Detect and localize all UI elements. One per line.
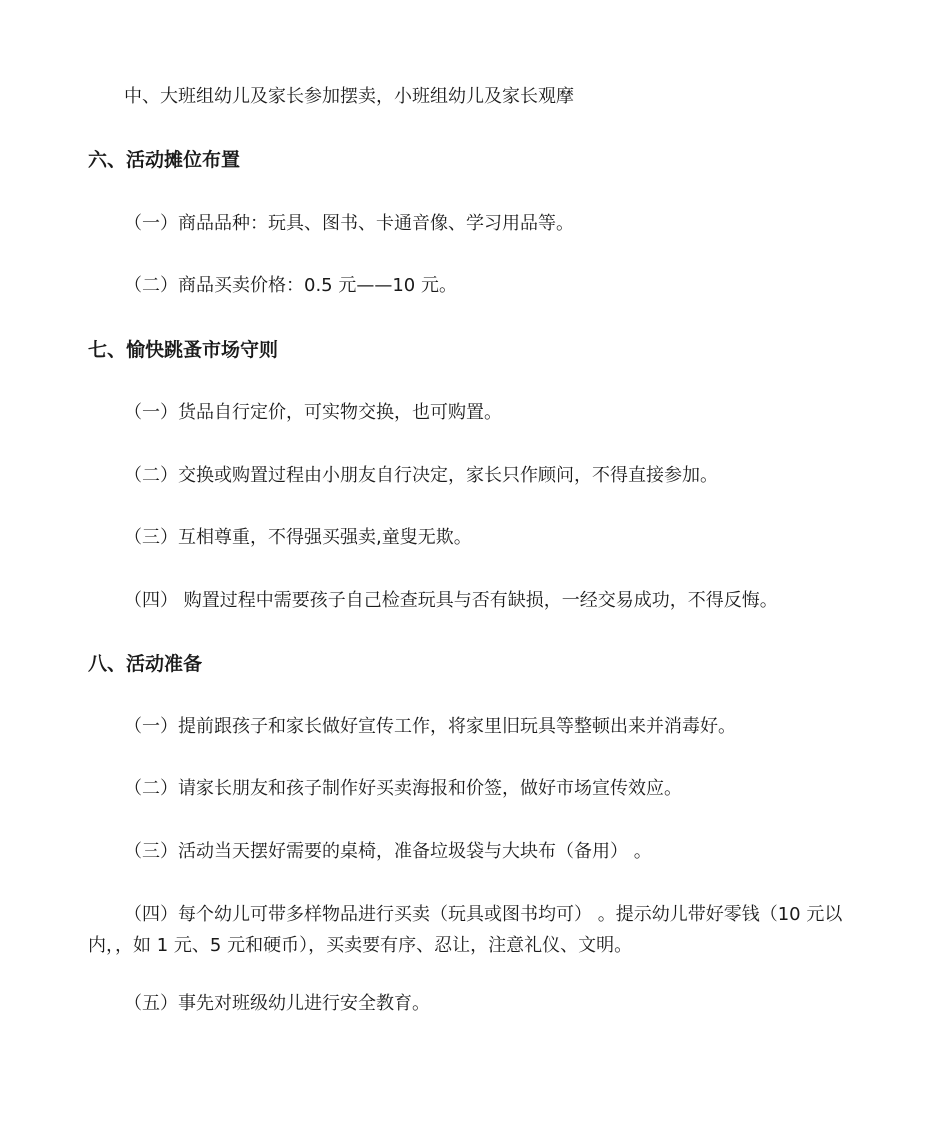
section-heading-7: 七、愉快跳蚤市场守则 [88,339,279,361]
paragraph-line: 内，，如 1 元、5 元和硬币），买卖要有序、忍让，注意礼仪、文明。 [88,935,633,956]
text-line: （三）活动当天摆好需要的桌椅，准备垃圾袋与大块布（备用） 。 [124,841,652,862]
paragraph-item-4 [88,899,873,961]
text-line: （一）商品品种：玩具、图书、卡通音像、学习用品等。 [124,213,574,234]
text-line: （三）互相尊重，不得强买强卖,童叟无欺。 [124,527,472,548]
text-line: （一）货品自行定价，可实物交换，也可购置。 [124,402,502,423]
text-line: （五）事先对班级幼儿进行安全教育。 [124,993,430,1014]
text-line: （二）商品买卖价格：0.5 元——10 元。 [124,275,457,296]
text-line: （二）交换或购置过程由小朋友自行决定，家长只作顾问，不得直接参加。 [124,465,718,486]
text-line: （二）请家长朋友和孩子制作好买卖海报和价签，做好市场宣传效应。 [124,778,682,799]
paragraph-line: （四）每个幼儿可带多样物品进行买卖（玩具或图书均可） 。提示幼儿带好零钱（10 元以 [124,904,843,925]
section-heading-8: 八、活动准备 [88,653,203,675]
text-line: （四） 购置过程中需要孩子自己检查玩具与否有缺损，一经交易成功，不得反悔。 [124,590,778,611]
text-line: 中、大班组幼儿及家长参加摆卖，小班组幼儿及家长观摩 [124,86,574,107]
section-heading-6: 六、活动摊位布置 [88,149,241,171]
text-line: （一）提前跟孩子和家长做好宣传工作，将家里旧玩具等整顿出来并消毒好。 [124,716,736,737]
